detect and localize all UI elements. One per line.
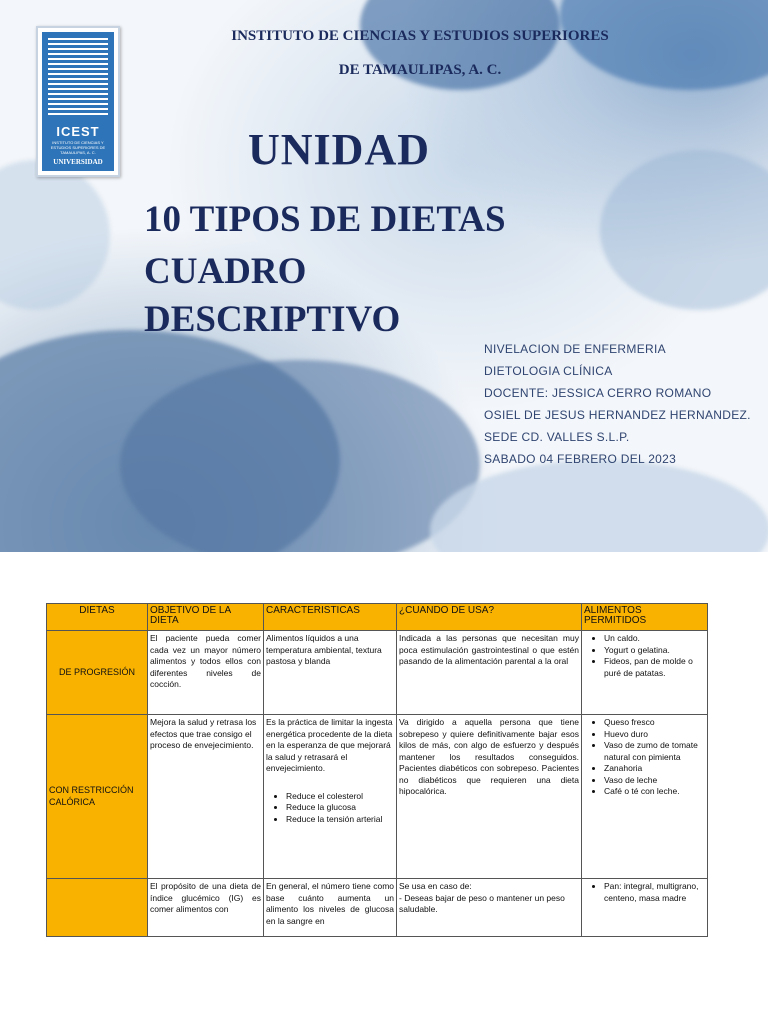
diet-when-used: Indicada a las personas que necesitan muy poca estimulación gastrointestinal o que estén pasando de la alimentación parental a la oral <box>397 631 582 715</box>
list-item: • Vaso de zumo de tomate natural con pimienta <box>604 740 705 763</box>
header-cuando: ¿CUANDO DE USA? <box>397 604 582 631</box>
info-campus: SEDE CD. VALLES S.L.P. <box>484 430 630 444</box>
diet-when-used: Va dirigido a aquella persona que tiene sobrepeso y quiere definitivamente bajar esos kilos de más, con algo de esfuerzo y después mantener los resultados conseguidos. Pacientes diabéticos con sobrepeso. Pacientes no diabéticos que requieren una dieta hipocalórica. <box>397 715 582 879</box>
diet-allowed-foods <box>582 879 708 937</box>
table-row <box>47 879 708 937</box>
list-item: • Zanahoria <box>604 763 705 775</box>
info-student: OSIEL DE JESUS HERNANDEZ HERNANDEZ. <box>484 408 751 422</box>
institution-name-line1: INSTITUTO DE CIENCIAS Y ESTUDIOS SUPERIORES <box>231 28 609 44</box>
document-title-line2: CUADRO <box>144 251 307 292</box>
list-item: • Reduce la glucosa <box>286 802 394 814</box>
list-item: • Fideos, pan de molde o puré de patatas. <box>604 656 705 679</box>
diet-name: DE PROGRESIÓN <box>47 631 148 715</box>
diet-allowed-foods <box>582 715 708 879</box>
info-subject: DIETOLOGIA CLÍNICA <box>484 364 613 378</box>
header-caracteristicas: CARACTERISTICAS <box>264 604 397 631</box>
logo-emblem <box>48 38 108 118</box>
diet-name: CON RESTRICCIÓN CALÓRICA <box>47 715 148 879</box>
unidad-heading: UNIDAD <box>248 125 430 174</box>
header-alimentos: ALIMENTOS PERMITIDOS <box>582 604 708 631</box>
when-used-detail: - Deseas bajar de peso o mantener un peso saludable. <box>399 892 565 914</box>
institution-name-line2: DE TAMAULIPAS, A. C. <box>338 62 502 78</box>
list-item: • Huevo duro <box>604 729 705 741</box>
diet-table <box>46 603 708 937</box>
when-used-intro: Se usa en caso de: <box>399 881 472 891</box>
diet-when-used <box>397 879 582 937</box>
logo-acronym: ICEST <box>56 124 100 139</box>
diet-objective: Mejora la salud y retrasa los efectos que trae consigo el proceso de envejecimiento. <box>148 715 264 879</box>
table-header-row <box>47 604 708 631</box>
header-objetivo: OBJETIVO DE LA DIETA <box>148 604 264 631</box>
info-program: NIVELACION DE ENFERMERIA <box>484 342 666 356</box>
diet-objective: El propósito de una dieta de índice glucémico (IG) es comer alimentos con <box>148 879 264 937</box>
table-row <box>47 715 708 879</box>
list-item: • Vaso de leche <box>604 775 705 787</box>
table-row <box>47 631 708 715</box>
diet-objective: El paciente pueda comer cada vez un mayor número alimentos y todos ellos con diferentes niveles de cocción. <box>148 631 264 715</box>
list-item: • Un caldo. <box>604 633 705 645</box>
list-item: • Queso fresco <box>604 717 705 729</box>
logo-subtitle: INSTITUTO DE CIENCIAS Y ESTUDIOS SUPERIORES DE TAMAULIPAS, A. C. <box>50 140 106 155</box>
header-dietas: DIETAS <box>47 604 148 631</box>
info-teacher: DOCENTE: JESSICA CERRO ROMANO <box>484 386 712 400</box>
characteristics-text: Es la práctica de limitar la ingesta energética procedente de la dieta en la esperanza de que mejorará la salud y retrasará el envejecimiento. <box>266 717 393 773</box>
diet-name <box>47 879 148 937</box>
list-item: • Pan: integral, multigrano, centeno, masa madre <box>604 881 705 904</box>
diet-characteristics: En general, el número tiene como base cuánto aumenta un alimento los niveles de glucosa en la sangre en <box>264 879 397 937</box>
logo-university: UNIVERSIDAD <box>53 158 103 166</box>
diet-characteristics: Alimentos líquidos a una temperatura ambiental, textura pastosa y blanda <box>264 631 397 715</box>
document-title-line1: 10 TIPOS DE DIETAS <box>144 199 506 240</box>
list-item: • Reduce la tensión arterial <box>286 814 394 826</box>
info-date: SABADO 04 FEBRERO DEL 2023 <box>484 452 677 466</box>
diet-characteristics <box>264 715 397 879</box>
list-item: • Reduce el colesterol <box>286 791 394 803</box>
list-item: • Café o té con leche. <box>604 786 705 798</box>
document-title-line3: DESCRIPTIVO <box>144 299 401 336</box>
list-item: • Yogurt o gelatina. <box>604 645 705 657</box>
institution-logo <box>36 26 120 177</box>
diet-allowed-foods <box>582 631 708 715</box>
